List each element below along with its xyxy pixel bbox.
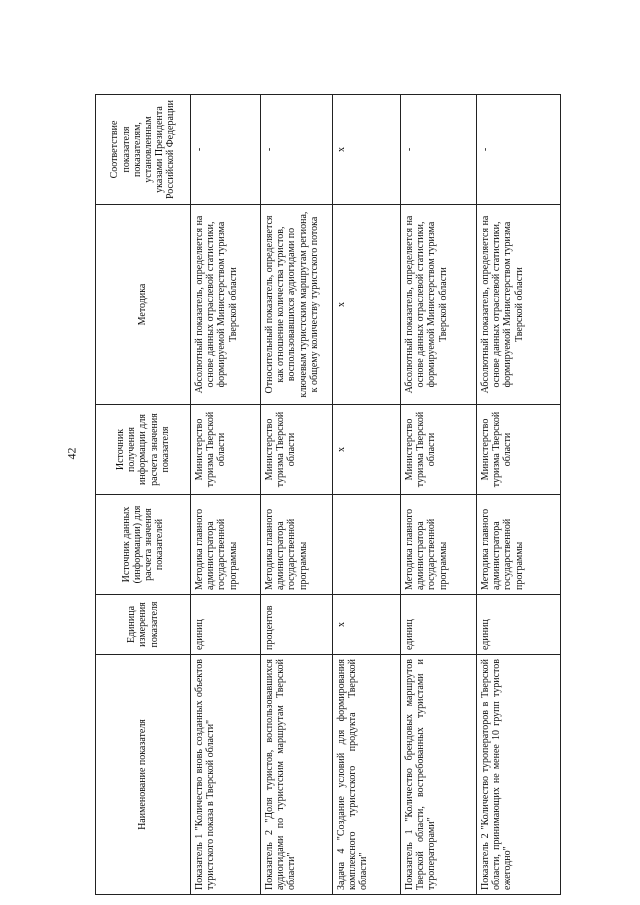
unit-cell: единиц bbox=[477, 595, 561, 655]
table-header-row bbox=[96, 95, 191, 895]
info-source-cell: Министерство туризма Тверской области bbox=[191, 405, 261, 495]
method-cell: Абсолютный показатель, определяется на основе данных отраслевой статистики, формируемой Министерством туризма Тверской области bbox=[477, 205, 561, 405]
task-name: Задача 4 "Создание условий для формирования комплексного туристского продукта Тверской области" bbox=[333, 655, 401, 895]
info-source-cell: х bbox=[333, 405, 401, 495]
method-cell: Абсолютный показатель, определяется на основе данных отраслевой статистики, формируемой Министерством туризма Тверской области bbox=[401, 205, 477, 405]
indicator-name: Показатель 1 "Количество брендовых маршрутов Тверской области, востребованных туристами и туроператорами" bbox=[401, 655, 477, 895]
compliance-cell: - bbox=[401, 95, 477, 205]
indicators-table bbox=[95, 94, 561, 895]
table-row bbox=[401, 95, 477, 895]
indicator-name: Показатель 2 "Количество туроператоров в Тверской области, принимающих не менее 10 групп туристов ежегодно" bbox=[477, 655, 561, 895]
compliance-cell: х bbox=[333, 95, 401, 205]
data-source-cell: Методика главного администратора государственной программы bbox=[191, 495, 261, 595]
compliance-cell: - bbox=[477, 95, 561, 205]
data-source-cell bbox=[333, 495, 401, 595]
info-source-cell: Министерство туризма Тверской области bbox=[477, 405, 561, 495]
data-source-cell: Методика главного администратора государственной программы bbox=[401, 495, 477, 595]
info-source-cell: Министерство туризма Тверской области bbox=[261, 405, 333, 495]
method-cell: Абсолютный показатель, определяется на основе данных отраслевой статистики, формируемой Министерством туризма Тверской области bbox=[191, 205, 261, 405]
table-row bbox=[261, 95, 333, 895]
table-row bbox=[333, 95, 401, 895]
unit-cell: х bbox=[333, 595, 401, 655]
method-cell: х bbox=[333, 205, 401, 405]
data-source-cell: Методика главного администратора государственной программы bbox=[261, 495, 333, 595]
page-number: 42 bbox=[64, 447, 79, 460]
unit-cell: процентов bbox=[261, 595, 333, 655]
rotated-table-container bbox=[95, 95, 560, 895]
info-source-cell: Министерство туризма Тверской области bbox=[401, 405, 477, 495]
header-info-source: Источник получения информации для расчета значения показателя bbox=[96, 405, 191, 495]
header-data-source: Источник данных (информации) для расчета значения показателей bbox=[96, 495, 191, 595]
indicator-name: Показатель 2 "Доля туристов, воспользовавшихся аудиогидами по туристским маршрутам Тверской области" bbox=[261, 655, 333, 895]
table-row bbox=[191, 95, 261, 895]
header-indicator-name: Наименование показателя bbox=[96, 655, 191, 895]
unit-cell: единиц bbox=[191, 595, 261, 655]
indicator-name: Показатель 1 "Количество вновь созданных объектов туристского показа в Тверской области" bbox=[191, 655, 261, 895]
compliance-cell: - bbox=[191, 95, 261, 205]
compliance-cell: - bbox=[261, 95, 333, 205]
header-unit: Единица измерения показателя bbox=[96, 595, 191, 655]
header-compliance: Соответствие показателя показателям, установленным указами Президента Российской Федерации bbox=[96, 95, 191, 205]
header-method: Методика bbox=[96, 205, 191, 405]
table-row bbox=[477, 95, 561, 895]
data-source-cell: Методика главного администратора государственной программы bbox=[477, 495, 561, 595]
method-cell: Относительный показатель, определяется как отношение количества туристов, воспользовавшихся аудиогидами по ключевым туристским маршрутам региона, к общему количеству туристского потока bbox=[261, 205, 333, 405]
unit-cell: единиц bbox=[401, 595, 477, 655]
